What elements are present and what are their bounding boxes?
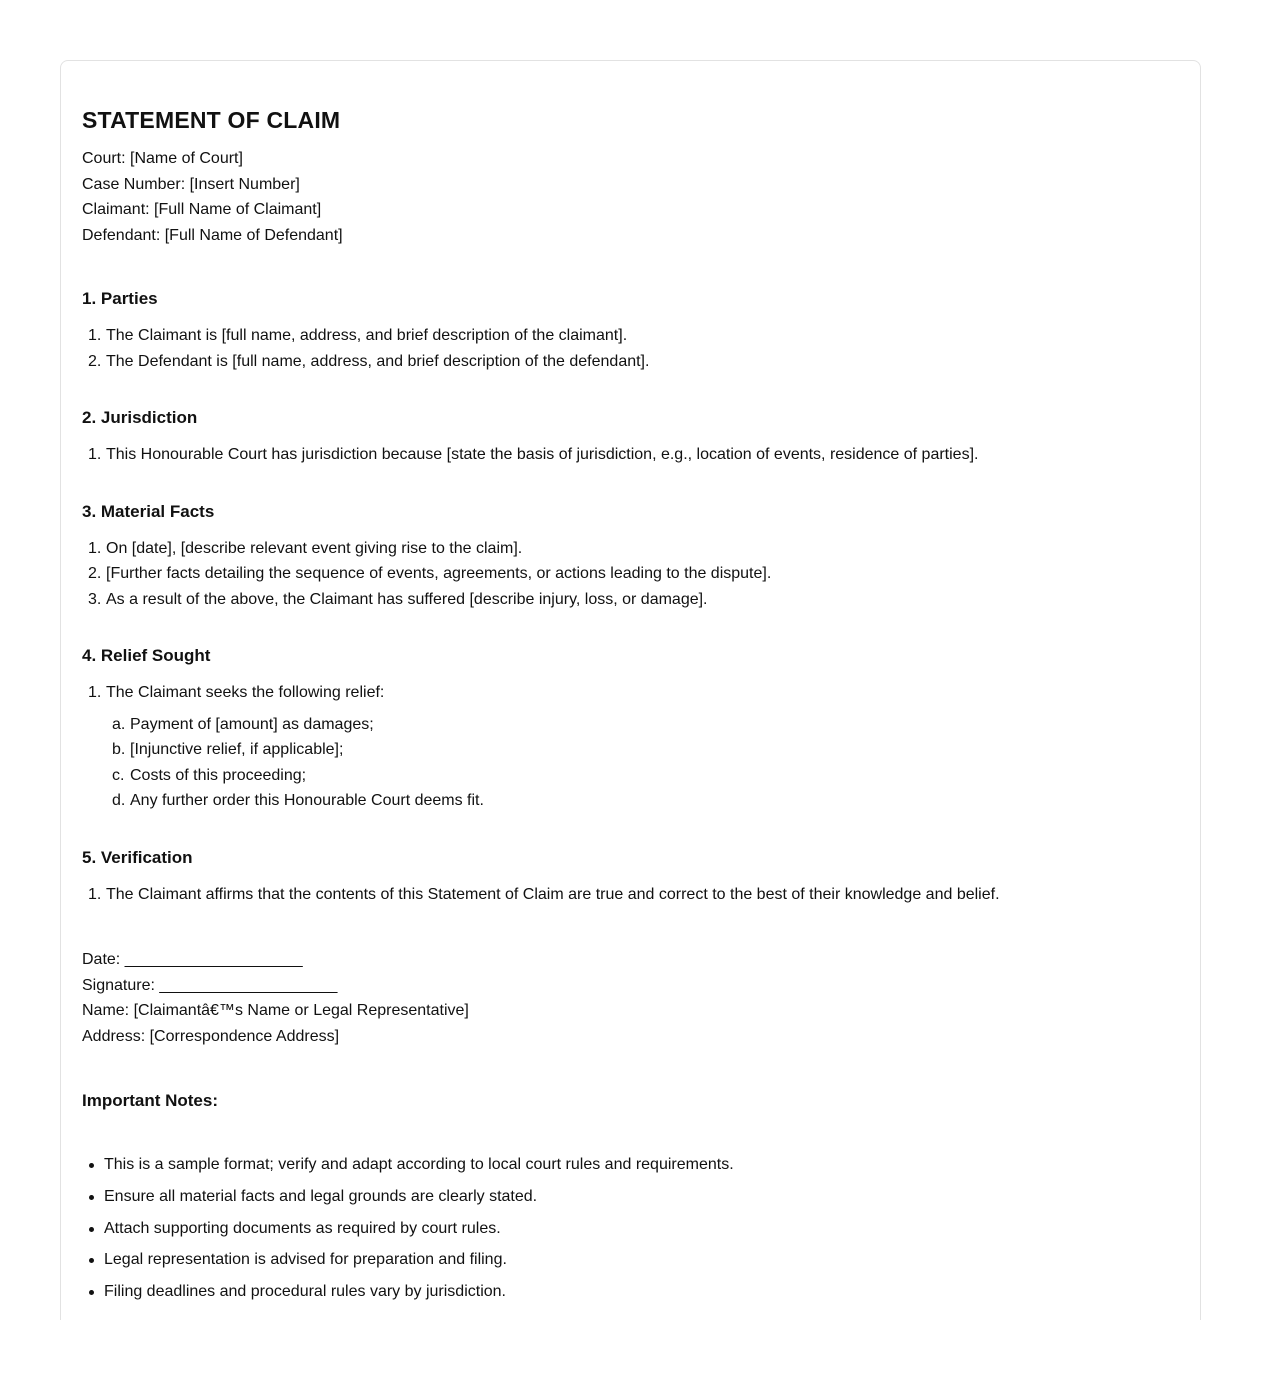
item-number: 1. [88,446,102,463]
case-number-line: Case Number: [Insert Number] [82,175,300,193]
claimant-line: Claimant: [Full Name of Claimant] [82,201,322,218]
relief-list [82,680,1180,706]
list-item [82,587,1180,613]
item-number: 3. [88,590,102,608]
item-text: This Honourable Court has jurisdiction because [state the basis of jurisdiction, e.g., location of events, residence of parties]. [106,446,979,463]
section-heading-jurisdiction: 2. Jurisdiction [82,408,198,427]
list-item [82,882,1180,908]
item-text: The Claimant affirms that the contents of this Statement of Claim are true and correct to the best of their knowledge and belief. [106,885,1000,903]
item-text: Costs of this proceeding; [130,766,307,784]
facts-list [82,536,1180,613]
defendant-line: Defendant: [Full Name of Defendant] [82,226,343,244]
item-text: [Injunctive relief, if applicable]; [130,741,344,758]
document-card [60,60,1201,1320]
item-number: 1. [88,539,102,557]
list-item [82,561,1180,587]
item-number: 1. [88,684,102,701]
item-number: 2. [88,565,102,582]
list-item [82,536,1180,562]
list-item [82,712,1180,738]
item-text: The Defendant is [full name, address, and brief description of the defendant]. [106,352,650,370]
parties-list [82,323,1180,374]
date-line: Date: ____________________ [82,951,303,968]
item-text: The Claimant seeks the following relief: [106,684,385,701]
list-item [82,737,1180,763]
relief-sublist [82,712,1180,814]
item-letter: a. [112,715,126,733]
note-item: This is a sample format; verify and adapt according to local court rules and requirements. [82,1155,1180,1175]
list-item [82,788,1180,814]
note-item: Attach supporting documents as required by court rules. [82,1219,1180,1239]
item-text: On [date], [describe relevant event giving rise to the claim]. [106,539,523,557]
signature-block [82,947,1180,1049]
verification-list [82,882,1180,908]
item-text: The Claimant is [full name, address, and brief description of the claimant]. [106,327,628,344]
list-item [82,442,1180,468]
name-line: Name: [Claimantâ€™s Name or Legal Representative] [82,1002,469,1019]
item-letter: d. [112,792,126,809]
item-number: 1. [88,885,102,903]
case-meta [82,146,1180,248]
item-letter: c. [112,766,125,784]
notes-heading: Important Notes: [82,1091,218,1110]
item-letter: b. [112,741,126,758]
note-item: Ensure all material facts and legal grounds are clearly stated. [82,1187,1180,1207]
item-text: As a result of the above, the Claimant has suffered [describe injury, loss, or damage]. [106,590,708,608]
note-item: Legal representation is advised for preparation and filing. [82,1250,1180,1270]
item-text: [Further facts detailing the sequence of events, agreements, or actions leading to the dispute]. [106,565,772,582]
notes-list [82,1155,1180,1302]
item-number: 2. [88,352,102,370]
document-title: STATEMENT OF CLAIM [82,107,341,133]
item-text: Payment of [amount] as damages; [130,715,374,733]
section-heading-verification: 5. Verification [82,847,193,867]
list-item [82,680,1180,706]
section-heading-parties: 1. Parties [82,289,158,308]
address-line: Address: [Correspondence Address] [82,1027,340,1045]
jurisdiction-list [82,442,1180,468]
note-item: Filing deadlines and procedural rules vary by jurisdiction. [82,1282,1180,1302]
section-heading-material-facts: 3. Material Facts [82,501,215,521]
item-text: Any further order this Honourable Court deems fit. [130,792,484,809]
section-heading-relief-sought: 4. Relief Sought [82,646,211,665]
signature-line: Signature: ____________________ [82,976,338,994]
list-item [82,323,1180,349]
list-item [82,349,1180,375]
list-item [82,763,1180,789]
item-number: 1. [88,327,102,344]
court-line: Court: [Name of Court] [82,150,243,167]
